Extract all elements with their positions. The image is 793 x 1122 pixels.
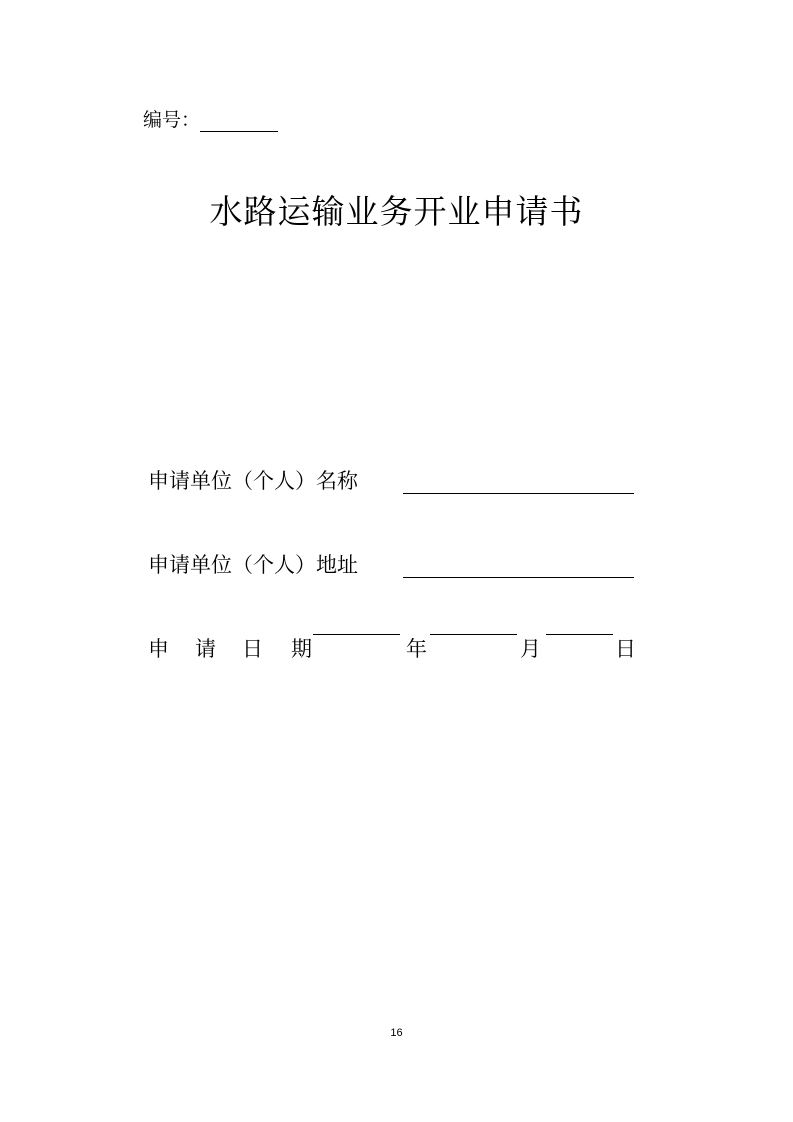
applicant-address-blank — [403, 577, 634, 578]
month-label: 月 — [520, 637, 541, 661]
day-blank — [546, 634, 613, 635]
date-label-char-4: 期 — [291, 637, 312, 661]
year-blank — [313, 634, 400, 635]
application-date-row — [148, 634, 648, 664]
date-label-char-2: 请 — [195, 637, 216, 661]
serial-number-label: 编号： — [143, 109, 201, 131]
applicant-address-row — [148, 550, 358, 580]
date-label-char-1: 申 — [148, 637, 169, 661]
month-blank — [430, 634, 517, 635]
applicant-address-label: 申请单位（个人）地址 — [148, 553, 358, 577]
year-label: 年 — [406, 637, 427, 661]
serial-number-row — [143, 108, 278, 132]
day-label: 日 — [615, 637, 636, 661]
applicant-name-row — [148, 466, 358, 496]
serial-number-blank — [200, 111, 278, 132]
document-title: 水路运输业务开业申请书 — [209, 192, 584, 231]
applicant-name-label: 申请单位（个人）名称 — [148, 469, 358, 493]
applicant-name-blank — [403, 493, 634, 494]
page-number: 16 — [390, 1027, 403, 1039]
date-label-char-3: 日 — [242, 637, 263, 661]
